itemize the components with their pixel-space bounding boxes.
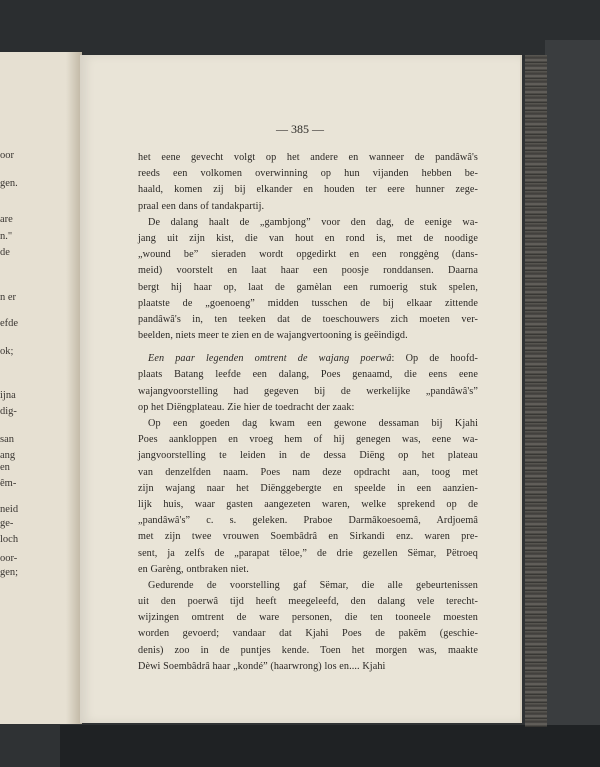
left-page-fragment: ang <box>0 450 16 461</box>
text-line: wajangvoorstelling had gegeven bij de werkelijke „pandâwâ's” <box>138 385 478 397</box>
background-right <box>545 40 600 767</box>
paragraph-3 <box>138 351 478 416</box>
left-page-fragment: gen. <box>0 178 18 189</box>
paragraph-5 <box>138 578 478 675</box>
paragraph-2 <box>138 215 478 345</box>
left-page-fragment: are <box>0 214 13 225</box>
text-line: van denzelfden naam. Poes nam deze opdracht aan, toog met <box>138 466 478 478</box>
background-top <box>0 0 600 60</box>
text-line: De dalang haalt de „gambjong” voor den dag, de eenige wa- <box>148 216 478 228</box>
text-line: „wound be” sieraden wordt opgedirkt en een ronggèng (dans- <box>138 249 478 261</box>
text-line: denis) zoo in de puntjes kende. Toen het morgen was, maakte <box>138 644 478 656</box>
left-page-fragment: efde <box>0 318 19 329</box>
left-page-fragment: oor- <box>0 553 18 564</box>
background-bottom <box>60 725 600 767</box>
text-line <box>138 351 478 367</box>
text-line: worden gevoerd; vandaar dat Kjahi Poes de pakëm (geschie- <box>138 628 478 640</box>
text-line: plaats Batang leefde een dalang, Poes genaamd, die eens eene <box>138 369 478 381</box>
text-line: met zijn twee vrouwen Soembâdrâ en Sirkandi enz. waren pre- <box>138 531 478 543</box>
text-line: lijk huis, waar gasten aangezeten waren, welke sprekend op de <box>138 498 478 510</box>
text-line: jang uit zijn kist, die van hout en rond is, met de noodige <box>138 232 478 244</box>
text-line: reeds een volkomen overwinning op hun vijanden hebben be- <box>138 168 478 180</box>
text-line: het eene gevecht volgt op het andere en wanneer de pandâwâ's <box>138 152 478 163</box>
left-page-fragment: n." <box>0 231 13 242</box>
heading-continuation: : Op de hoofd- <box>391 353 478 365</box>
paragraph-4 <box>138 416 478 578</box>
text-line: Dèwi Soembâdrâ haar „kondé” (haarwrong) los en.... Kjahi <box>138 660 386 672</box>
text-line: Poes aankloppen en vroeg hem of hij genegen was, eene wa- <box>138 434 478 446</box>
left-page-fragment: oor <box>0 150 14 161</box>
text-line: praal een dans of tandakpartij. <box>138 200 265 212</box>
text-line: plaatste de „goenoeng” midden tusschen de bij elkaar zittende <box>138 297 478 309</box>
left-page-fragment: êm- <box>0 478 17 489</box>
text-line: pandâwâ's in, ten teeken dat de toeschouwers zich moeten ver- <box>138 313 478 325</box>
left-page-fragment: loch <box>0 534 19 545</box>
text-line: „pandâwâ's” c. s. geleken. Praboe Darmâkoesoemâ, Ardjoemâ <box>138 515 478 527</box>
right-page <box>80 55 520 723</box>
text-line: op het Diëngplateau. Zie hier de toedracht der zaak: <box>138 401 355 413</box>
text-line: Gedurende de voorstelling gaf Sëmar, die alle gebeurtenissen <box>148 579 478 591</box>
text-line: beelden, niets meer te zien en de wajangvertooning is geëindigd. <box>138 330 408 342</box>
text-line: bergt hij haar op, laat de gamèlan een rumoerig stuk spelen, <box>138 281 478 293</box>
text-line: zijn wajang naar het Diënggebergte en speelde in een aanzien- <box>138 482 478 494</box>
left-page-fragment: de <box>0 247 10 258</box>
text-line: en Garèng, ontbraken niet. <box>138 563 249 575</box>
left-page-fragment: n er <box>0 292 17 303</box>
text-line: jangvoorstelling te leiden in de dessa Diëng op het plateau <box>138 450 478 462</box>
left-page-fragment: ijna <box>0 390 16 401</box>
left-page-fragment: san <box>0 434 14 445</box>
text-line: haald, komen zij bij elkander en houden ter eere hunner zege- <box>138 184 478 196</box>
left-page-fragment: gen; <box>0 567 19 578</box>
text-line: Op een goeden dag kwam een gewone dessaman bij Kjahi <box>148 418 478 429</box>
text-line: wijzingen omtrent de ware personen, die ten tooneele moesten <box>138 612 478 624</box>
text-line: sent, ja zelfs de „parapat tëloe,” de drie gezellen Sëmar, Pëtroeq <box>138 547 478 559</box>
book-cover-edge <box>525 55 547 727</box>
paragraph-1 <box>138 150 478 215</box>
left-page-fragment: ge- <box>0 518 14 529</box>
page-number: — 385 — <box>276 122 324 136</box>
left-page-fragment: en <box>0 462 10 473</box>
left-page-fragment: ok; <box>0 346 14 357</box>
section-heading: Een paar legenden omtrent de wajang poerwâ <box>148 353 392 365</box>
text-line: meid) voorstelt en laat haar een poosje ronddansen. Daarna <box>138 265 478 277</box>
text-line: uit den poerwâ tijd heeft meegeleefd, den dalang vele terecht- <box>138 596 478 608</box>
left-page-fragment: dig- <box>0 406 17 417</box>
page-body <box>138 150 478 675</box>
left-page-fragment: neid <box>0 504 19 515</box>
